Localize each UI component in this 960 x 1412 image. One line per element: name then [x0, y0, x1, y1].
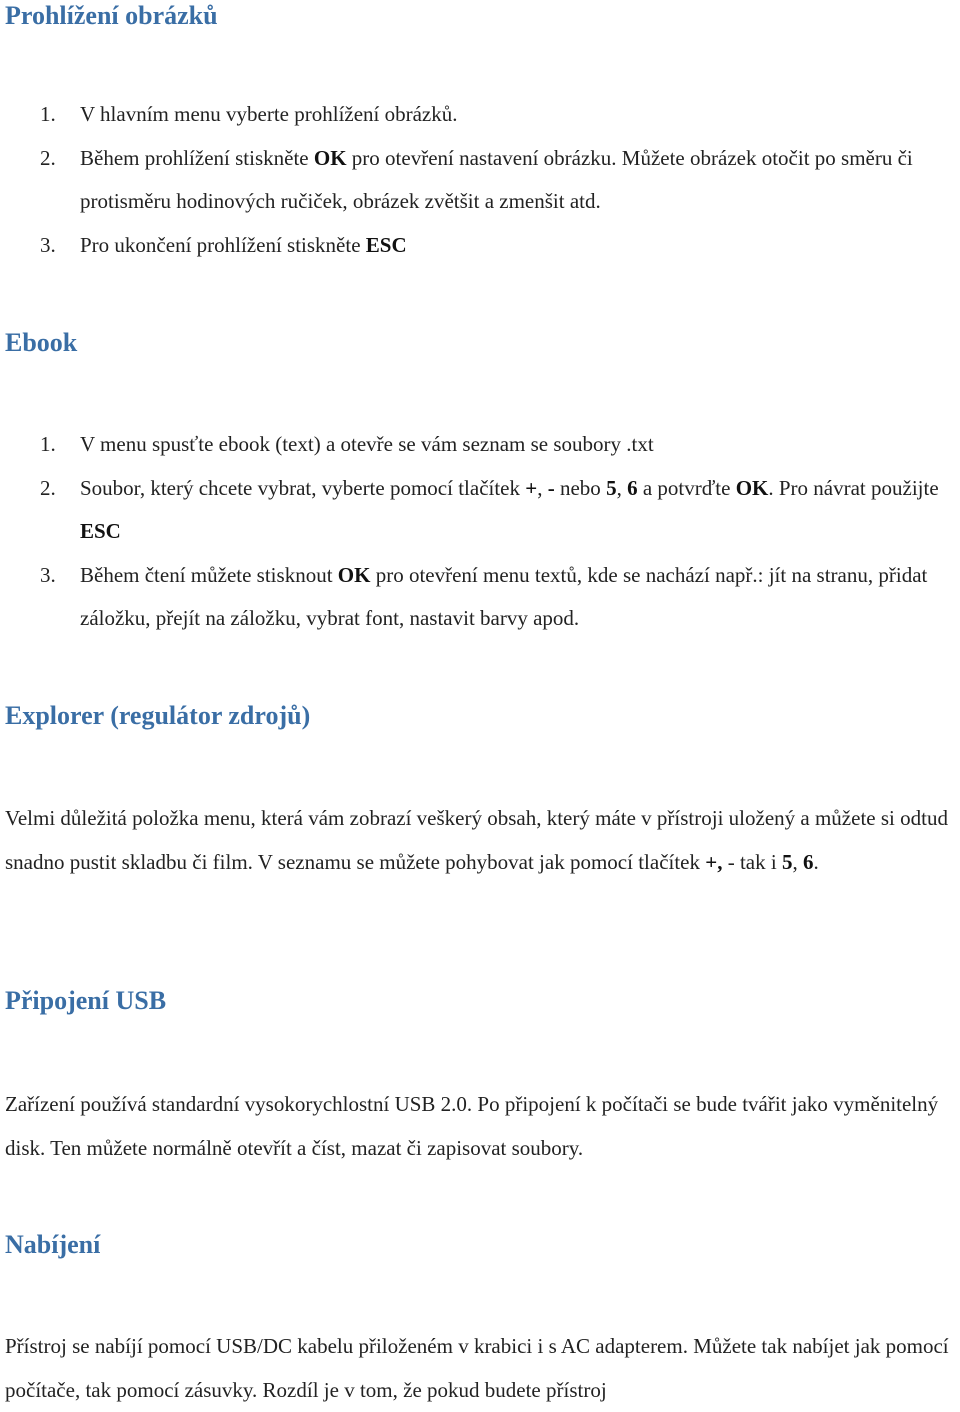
list-item-text: pro otevření nastavení obrázku. Můžete obrázek otočit po směru či protisměru hodinových ručiček, obrázek zvětšit a zmenšit atd. — [80, 145, 913, 213]
list-item-text: Soubor, který chcete vybrat, vyberte pomocí tlačítek — [80, 475, 526, 500]
key-ok: OK — [337, 562, 371, 587]
list-number: 1. — [40, 102, 56, 126]
list-item-text: , — [537, 475, 548, 500]
key-minus: - — [547, 475, 555, 500]
list-number: 3. — [40, 562, 56, 587]
key-plus: +, — [705, 849, 723, 874]
list-item — [40, 224, 960, 268]
list-item — [40, 423, 960, 467]
list-number: 1. — [40, 432, 56, 456]
list-item-text: Pro ukončení prohlížení stiskněte — [80, 232, 366, 257]
key-esc: ESC — [365, 232, 407, 257]
list-item-text: pro otevření menu textů, kde se nachází např.: jít na stranu, přidat záložku, přejít na záložku, vybrat font, nastavit barvy apod. — [80, 562, 928, 630]
paragraph-text: . — [813, 849, 819, 874]
images-steps-list — [40, 93, 960, 267]
paragraph-text: - tak i — [722, 849, 782, 874]
key-6: 6 — [627, 475, 638, 500]
section-title-charging: Nabíjení — [5, 1230, 101, 1259]
list-item-text: V menu spusťte ebook (text) a otevře se vám seznam se soubory .txt — [80, 432, 654, 456]
list-number: 3. — [40, 232, 56, 257]
ebook-steps-list — [40, 423, 960, 641]
list-item-text: V hlavním menu vyberte prohlížení obrázků. — [80, 102, 458, 126]
charging-paragraph: Přístroj se nabíjí pomocí USB/DC kabelu přiloženém v krabici i s AC adapterem. Můžete tak nabíjet jak pomocí počítače, tak pomocí zásuvky. Rozdíl je v tom, že pokud budete přístroj — [5, 1334, 949, 1402]
usb-paragraph: Zařízení používá standardní vysokorychlostní USB 2.0. Po připojení k počítači se bude tvářit jako vyměnitelný disk. Ten můžete normálně otevřít a číst, mazat či zapisovat soubory. — [5, 1092, 939, 1160]
key-6: 6 — [802, 849, 814, 874]
list-item-text: nebo — [554, 475, 607, 500]
list-item — [40, 467, 960, 554]
explorer-paragraph — [5, 797, 960, 884]
list-item — [40, 93, 960, 137]
key-plus: + — [525, 475, 538, 500]
list-item-text: Během prohlížení stiskněte — [80, 145, 314, 170]
section-title-explorer: Explorer (regulátor zdrojů) — [5, 701, 311, 730]
key-ok: OK — [313, 145, 347, 170]
section-title-images: Prohlížení obrázků — [5, 1, 218, 30]
key-5: 5 — [606, 475, 617, 500]
key-ok: OK — [735, 475, 769, 500]
paragraph-text: , — [792, 849, 803, 874]
list-item-text: . Pro návrat použijte — [768, 475, 939, 500]
list-number: 2. — [40, 475, 56, 500]
list-number: 2. — [40, 145, 56, 170]
key-5: 5 — [781, 849, 793, 874]
paragraph-text: Velmi důležitá položka menu, která vám zobrazí veškerý obsah, který máte v přístroji uložený a můžete si odtud snadno pustit skladbu či film. V seznamu se můžete pohybovat jak pomocí tlačítek — [5, 806, 948, 874]
key-esc: ESC — [80, 519, 121, 543]
section-title-usb: Připojení USB — [5, 986, 167, 1015]
list-item — [40, 554, 960, 641]
list-item — [40, 137, 960, 224]
list-item-text: Během čtení můžete stisknout — [80, 562, 338, 587]
section-title-ebook: Ebook — [5, 328, 78, 357]
list-item-text: a potvrďte — [637, 475, 736, 500]
list-item-text: , — [616, 475, 628, 500]
